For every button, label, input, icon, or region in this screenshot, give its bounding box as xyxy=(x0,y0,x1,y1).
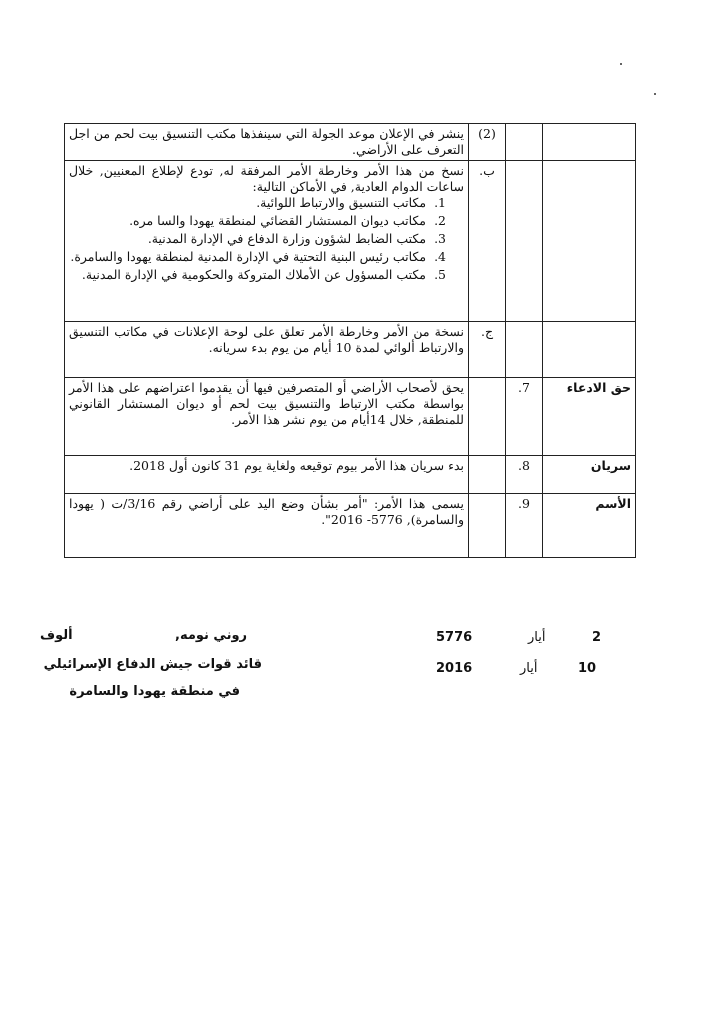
subclause-marker xyxy=(469,456,506,494)
clause-text: نسخة من الأمر وخارطة الأمر تعلق على لوحة الإعلانات في مكاتب التنسيق والارتباط ألوائي لمدة 10 أيام من يوم بدء سريانه. xyxy=(65,322,469,378)
list-item-number: 4. xyxy=(434,249,446,264)
table-row xyxy=(65,124,636,161)
list-item-number: 3. xyxy=(434,231,446,246)
signatory-name: روني نومه, xyxy=(175,628,248,643)
table-row xyxy=(65,161,636,322)
clause-text: ينشر في الإعلان موعد الجولة التي سينفذها مكتب التنسيق بيت لحم من اجل التعرف على الأراضي. xyxy=(65,124,469,161)
clause-label: الأسم xyxy=(543,494,636,558)
scan-speck xyxy=(620,63,622,65)
list-item-number: 1. xyxy=(434,195,446,210)
subclause-marker: ج. xyxy=(469,322,506,378)
clause-number xyxy=(506,322,543,378)
gregorian-date-year: 2016 xyxy=(436,661,473,676)
gregorian-date-month: أيار xyxy=(520,661,538,676)
list-item xyxy=(69,267,446,283)
clause-label xyxy=(543,124,636,161)
clause-number: 9. xyxy=(506,494,543,558)
list-item-text: مكاتب رئيس البنية التحتية في الإدارة المدنية لمنطقة يهودا والسامرة. xyxy=(70,249,427,264)
signatory-rank: ألوف xyxy=(40,628,73,643)
list-item-text: مكتب المسؤول عن الأملاك المتروكة والحكومية في الإدارة المدنية. xyxy=(81,267,427,282)
clause-number xyxy=(506,124,543,161)
scan-speck xyxy=(654,93,656,95)
list-item-text: مكتب الضابط لشؤون وزارة الدفاع في الإدارة المدنية. xyxy=(147,231,427,246)
clause-text: بدء سريان هذا الأمر بيوم توقيعه ولغاية يوم 31 كانون أول 2018. xyxy=(65,456,469,494)
list-item-number: 2. xyxy=(434,213,446,228)
gregorian-date-day: 10 xyxy=(578,661,597,676)
signatory-title-line2: في منطقة يهودا والسامرة xyxy=(69,684,240,699)
clause-label xyxy=(543,322,636,378)
clause-body xyxy=(65,161,469,322)
subclause-marker: (2) xyxy=(469,124,506,161)
list-item xyxy=(69,213,446,229)
signatory-title-line1: قائد قوات جيش الدفاع الإسرائيلي xyxy=(43,657,262,672)
list-item xyxy=(69,231,446,247)
clause-number xyxy=(506,161,543,322)
clause-text: يسمى هذا الأمر: "أمر بشأن وضع اليد على أراضي رقم 3/16/ت ( يهودا والسامرة), 5776- 2016". xyxy=(65,494,469,558)
order-table xyxy=(64,123,636,558)
table-row xyxy=(65,322,636,378)
list-item xyxy=(69,249,446,265)
list-item-text: مكاتب ديوان المستشار القضائي لمنطقة يهودا والسا مره. xyxy=(129,213,427,228)
clause-text: نسخ من هذا الأمر وخارطة الأمر المرفقة له, تودع لإطلاع المعنيين, خلال ساعات الدوام العادية, في الأماكن التالية: xyxy=(69,163,464,194)
hebrew-date-month: أيار xyxy=(528,630,546,645)
table-row xyxy=(65,494,636,558)
clause-label: سريان xyxy=(543,456,636,494)
list-item xyxy=(69,195,446,211)
hebrew-date-year: 5776 xyxy=(436,630,473,645)
clause-text: يحق لأصحاب الأراضي أو المتصرفين فيها أن يقدموا اعتراضهم على هذا الأمر بواسطة مكتب الارتباط والتنسيق بيت لحم أو ديوان المستشار القانوني للمنطقة, خلال 14أيام من يوم نشر هذا الأمر. xyxy=(65,378,469,456)
clause-number: 7. xyxy=(506,378,543,456)
offices-list xyxy=(69,195,464,283)
list-item-number: 5. xyxy=(434,267,446,282)
hebrew-date-day: 2 xyxy=(592,630,602,645)
subclause-marker xyxy=(469,378,506,456)
clause-label: حق الادعاء xyxy=(543,378,636,456)
clause-number: 8. xyxy=(506,456,543,494)
subclause-marker: ب. xyxy=(469,161,506,322)
clause-label xyxy=(543,161,636,322)
table-row xyxy=(65,456,636,494)
subclause-marker xyxy=(469,494,506,558)
list-item-text: مكاتب التنسيق والارتباط اللوائية. xyxy=(256,195,427,210)
table-row xyxy=(65,378,636,456)
